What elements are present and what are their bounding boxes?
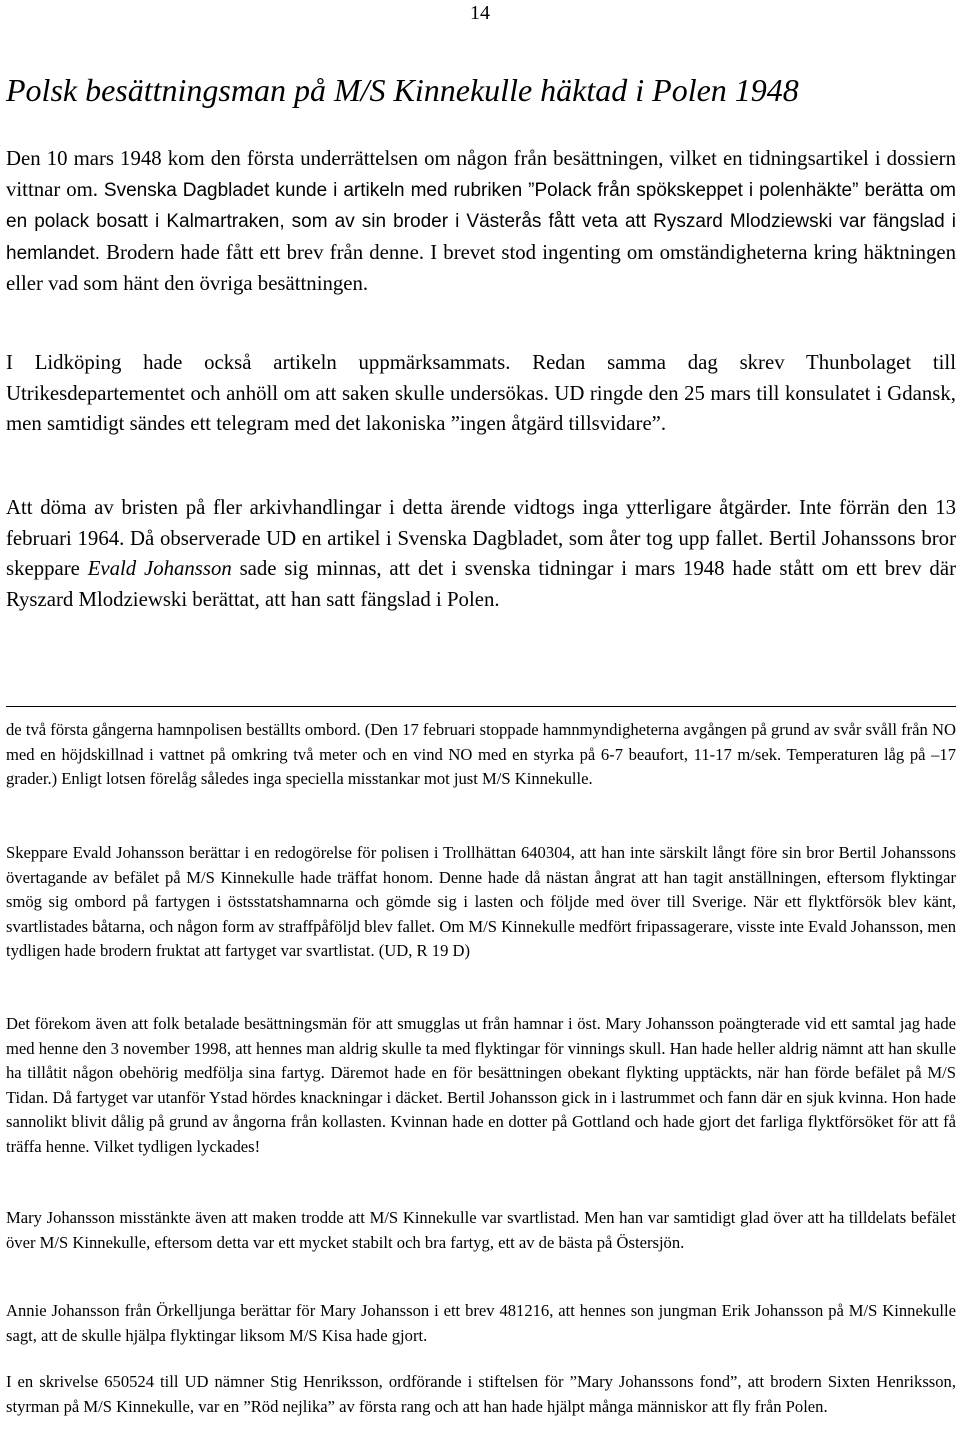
footnote-paragraph-4: Mary Johansson misstänkte även att maken trodde att M/S Kinnekulle var svartlistad. Men han var samtidigt glad över att ha tilldelats befälet över M/S Kinnekulle, eftersom detta var ett mycket stabilt och bra fartyg, ett av de bästa på Östersjön. (6, 1208, 956, 1252)
page-title: Polsk besättningsman på M/S Kinnekulle häktad i Polen 1948 (6, 72, 799, 108)
body-paragraph-3-name: Evald Johansson (87, 557, 232, 580)
footnote-paragraph-1: de två första gångerna hamnpolisen beställts ombord. (Den 17 februari stoppade hamnmyndigheterna avgången på grund av svår svåll från NO med en höjdskillnad i vattnet på omkring två meter och en vind NO med en styrka på 6-7 beaufort, 11-17 m/sek. Temperaturen låg på –17 grader.) Enligt lotsen förelåg således inga speciella misstankar mot just M/S Kinnekulle. (6, 720, 956, 789)
footnote-paragraph-5: Annie Johansson från Örkelljunga berättar för Mary Johansson i ett brev 481216, att hennes son jungman Erik Johansson på M/S Kinnekulle sagt, att de skulle hjälpa flyktingar liksom M/S Kisa hade gjort. (6, 1301, 956, 1345)
body-paragraph-3-text-b: sade sig minnas, att det i svenska tidningar i mars 1948 hade stått om ett brev där Ryszard Mlodziewski berättat, att han satt fängslad i Polen. (6, 557, 956, 611)
body-paragraph-3 (6, 493, 956, 615)
body-paragraph-1-text-c: Brodern hade fått ett brev från denne. I brevet stod ingenting om omständigheterna kring häktningen eller vad som hänt den övriga besättningen. (6, 240, 956, 295)
footnote-paragraph-3: Det förekom även att folk betalade besättningsmän för att smugglas ut från hamnar i öst. Mary Johansson poängterade vid ett samtal jag hade med henne den 3 november 1998, att hennes man aldrig skulle ta med flyktingar för vinnings skull. Han hade heller aldrig nämnt att han skulle ha tillåtit någon obehörig medfölja sina fartyg. Däremot hade en för besättningen obekant flykting upptäckts, när han förde befälet på M/S Tidan. Då fartyget var utanför Ystad hördes knackningar i däcket. Bertil Johansson gick in i lastrummet och fann där en sjuk kvinna. Hon hade sannolikt blivit dålig på grund av ångorna från kollasten. Kvinnan hade en dotter på Gottland och hade gjort det farliga flyktförsöket för att få träffa henne. Vilket tydligen lyckades! (6, 1014, 956, 1156)
footnote-divider (6, 706, 956, 707)
body-paragraph-1-text-b: Svenska Dagbladet kunde i artikeln med rubriken ”Polack från spökskeppet i polenhäkte” berätta om en polack bosatt i Kalmartraken, som av sin broder i Västerås fått veta att Ryszard Mlodziewski var fängslad i hemlandet. (6, 179, 956, 264)
body-paragraph-1 (6, 144, 956, 300)
footnote-paragraph-6: I en skrivelse 650524 till UD nämner Stig Henriksson, ordförande i stiftelsen för ”Mary Johanssons fond”, att brodern Sixten Henriksson, styrman på M/S Kinnekulle, var en ”Röd nejlika” av första rang och att han hade hjälpt många människor att fly från Polen. (6, 1372, 956, 1416)
body-paragraph-3-text-a: Att döma av bristen på fler arkivhandlingar i detta ärende vidtogs inga ytterligare åtgärder. Inte förrän den 13 februari 1964. Då observerade UD en artikel i Svenska Dagbladet, som åter tog upp fallet. Bertil Johanssons bror skeppare (6, 496, 956, 580)
body-paragraph-2: I Lidköping hade också artikeln uppmärksammats. Redan samma dag skrev Thunbolaget till Utrikesdepartementet och anhöll om att saken skulle undersökas. UD ringde den 25 mars till konsulatet i Gdansk, men samtidigt sändes ett telegram med det lakoniska ”ingen åtgärd tillsvidare”. (6, 351, 956, 435)
footnote-paragraph-2: Skeppare Evald Johansson berättar i en redogörelse för polisen i Trollhättan 640304, att han inte särskilt långt före sin bror Bertil Johanssons övertagande av befälet på M/S Kinnekulle hade träffat honom. Denne hade då nästan ångrat att han tagit anställningen, eftersom flyktingar smög sig ombord på fartygen i östsstatshamnarna och gömde sig i lasten och följde med över till Sverige. När ett flyktförsök blev känt, svartlistades båtarna, och någon form av straffpåföljd blev fallet. Om M/S Kinnekulle medfört fripassagerare, visste inte Evald Johansson, men tydligen hade brodern fruktat att fartyget var svartlistat. (UD, R 19 D) (6, 843, 956, 961)
page-number: 14 (470, 2, 490, 24)
body-paragraph-1-text-a: Den 10 mars 1948 kom den första underrättelsen om någon från besättningen, vilket en tidningsartikel i dossiern vittnar om. (6, 147, 956, 201)
